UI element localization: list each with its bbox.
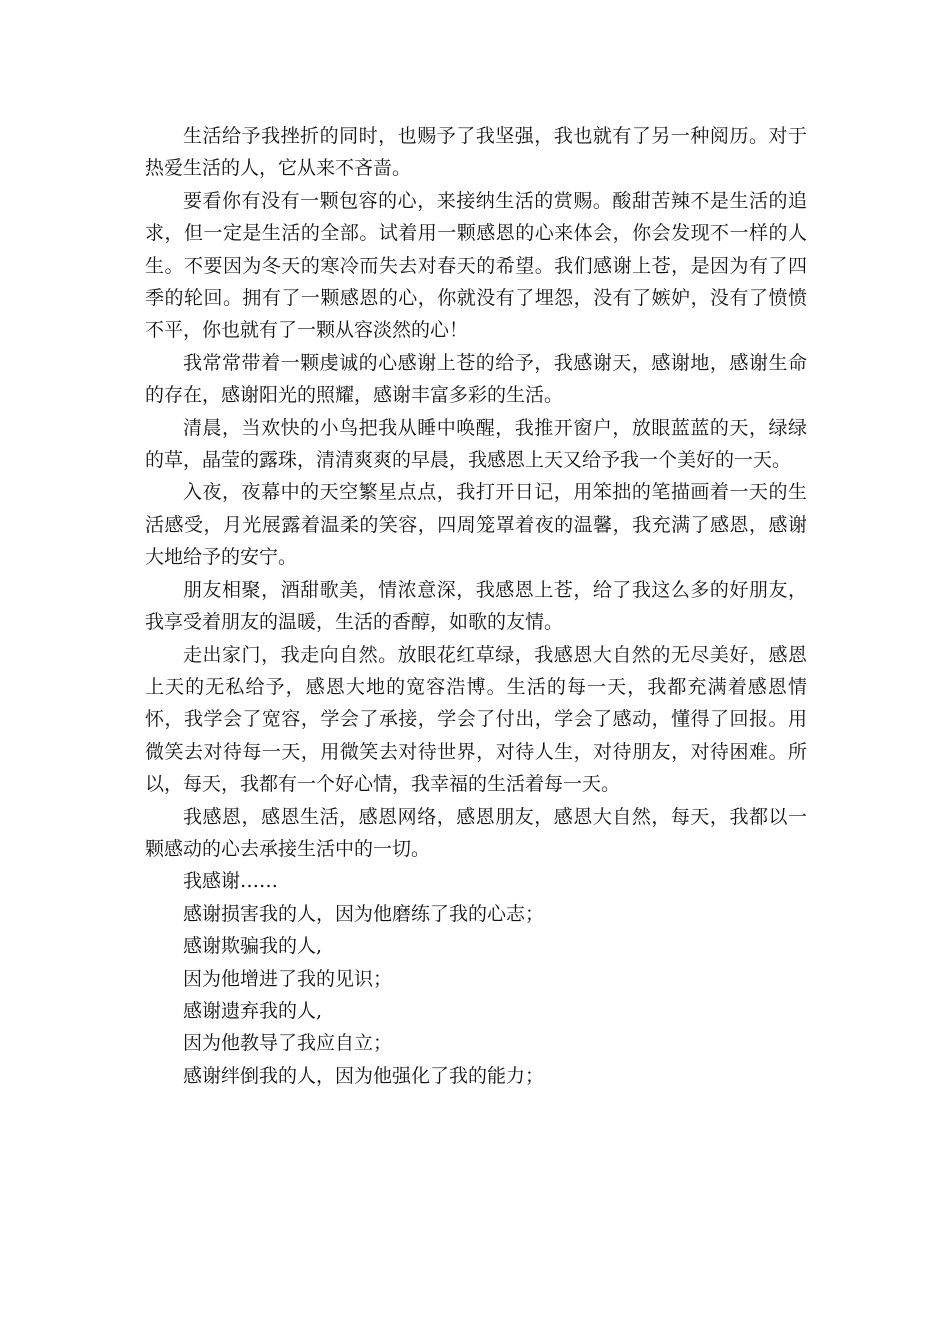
paragraph-1: 生活给予我挫折的同时，也赐予了我坚强，我也就有了另一种阅历。对于热爱生活的人，它从来不吝啬。 xyxy=(145,125,807,180)
paragraph-3: 我常常带着一颗虔诚的心感谢上苍的给予，我感谢天，感谢地，感谢生命的存在，感谢阳光的照耀，感谢丰富多彩的生活。 xyxy=(145,351,807,407)
paragraph-5: 入夜，夜幕中的天空繁星点点，我打开日记，用笨拙的笔描画着一天的生活感受，月光展露着温柔的笑容，四周笼罩着夜的温馨，我充满了感恩，感谢大地给予的安宁。 xyxy=(145,481,807,569)
thanks-line-7: 感谢绊倒我的人，因为他强化了我的能力； xyxy=(183,1064,545,1087)
thanks-line-6: 因为他教导了我应自立； xyxy=(183,1032,393,1055)
paragraph-2: 要看你有没有一颗包容的心，来接纳生活的赏赐。酸甜苦辣不是生活的追求，但一定是生活的全部。试着用一颗感恩的心来体会，你会发现不一样的人生。不要因为冬天的寒冷而失去对春天的希望。我们感谢上苍，是因为有了四季的轮回。拥有了一颗感恩的心，你就没有了埋怨，没有了嫉妒，没有了愤愤不平，你也就有了一颗从容淡然的心！ xyxy=(145,189,807,342)
paragraph-8: 我感恩，感恩生活，感恩网络，感恩朋友，感恩大自然，每天，我都以一颗感动的心去承接生活中的一切。 xyxy=(145,805,807,860)
thanks-line-4: 因为他增进了我的见识； xyxy=(183,967,393,990)
thanks-line-5: 感谢遗弃我的人, xyxy=(183,999,323,1022)
document-body xyxy=(145,120,807,1092)
paragraph-4: 清晨，当欢快的小鸟把我从睡中唤醒，我推开窗户，放眼蓝蓝的天，绿绿的草，晶莹的露珠，清清爽爽的早晨，我感恩上天又给予我一个美好的一天。 xyxy=(145,416,807,472)
thanks-line-3: 感谢欺骗我的人, xyxy=(183,935,323,958)
paragraph-6: 朋友相聚，酒甜歌美，情浓意深，我感恩上苍，给了我这么多的好朋友，我享受着朋友的温暖，生活的香醇，如歌的友情。 xyxy=(145,578,807,634)
paragraph-7: 走出家门，我走向自然。放眼花红草绿，我感恩大自然的无尽美好，感恩上天的无私给予，感恩大地的宽容浩博。生活的每一天，我都充满着感恩情怀，我学会了宽容，学会了承接，学会了付出，学会了感动，懂得了回报。用微笑去对待每一天，用微笑去对待世界，对待人生，对待朋友，对待困难。所以，每天，我都有一个好心情，我幸福的生活着每一天。 xyxy=(145,643,807,796)
thanks-line-1: 我感谢…… xyxy=(183,870,279,893)
thanks-line-2: 感谢损害我的人，因为他磨练了我的心志； xyxy=(183,902,545,925)
